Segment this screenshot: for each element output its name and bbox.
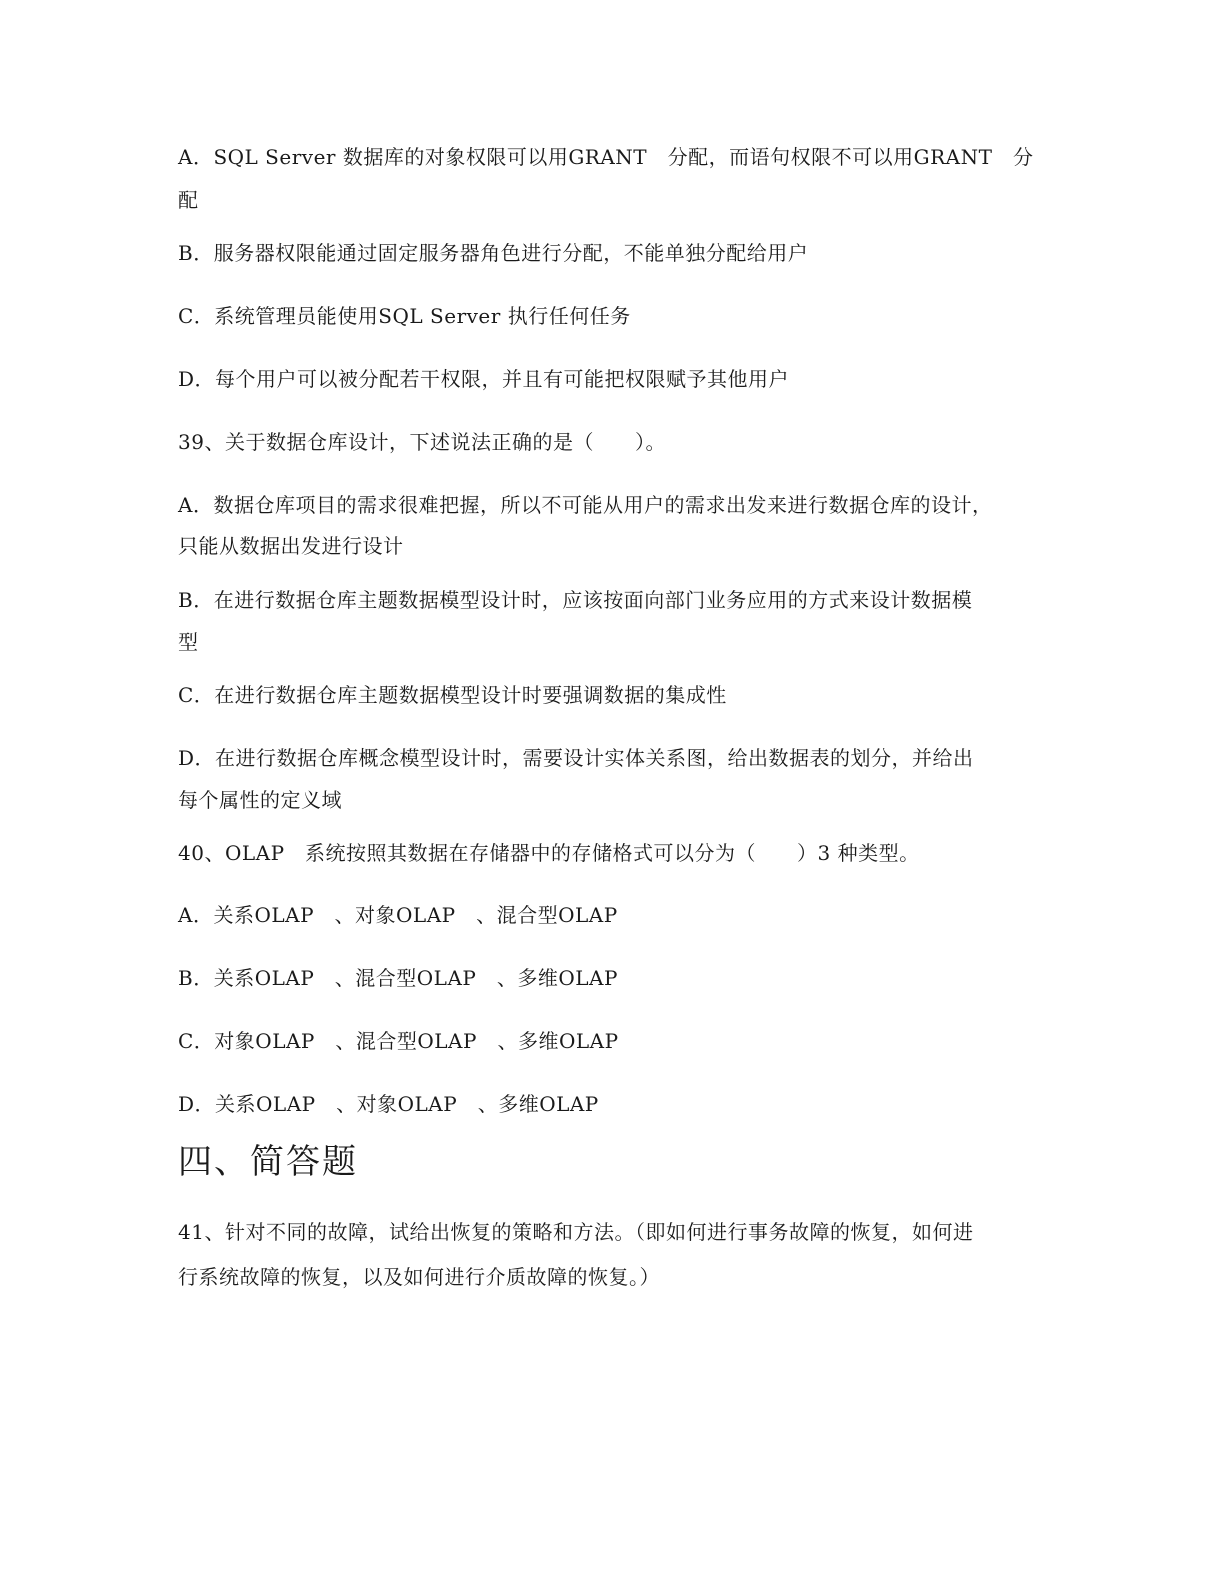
section-heading: 四、简答题	[178, 1142, 358, 1182]
q40-option-c: C．对象OLAP 、混合型OLAP 、多维OLAP	[178, 1029, 619, 1053]
q39-option-a-line2: 只能从数据出发进行设计	[178, 534, 404, 558]
q39-option-c: C．在进行数据仓库主题数据模型设计时要强调数据的集成性	[178, 683, 727, 707]
q39-option-a-line1: A．数据仓库项目的需求很难把握，所以不可能从用户的需求出发来进行数据仓库的设计，	[178, 493, 993, 517]
q40-option-d: D．关系OLAP 、对象OLAP 、多维OLAP	[178, 1092, 599, 1116]
q39-option-d-line2: 每个属性的定义域	[178, 788, 342, 812]
q38-option-a-line2: 配	[178, 188, 199, 212]
q38-option-b: B．服务器权限能通过固定服务器角色进行分配，不能单独分配给用户	[178, 241, 809, 265]
q38-option-d: D．每个用户可以被分配若干权限，并且有可能把权限赋予其他用户	[178, 367, 790, 391]
q39-question: 39、关于数据仓库设计，下述说法正确的是（ ）。	[178, 430, 666, 454]
q41-line2: 行系统故障的恢复，以及如何进行介质故障的恢复。）	[178, 1265, 660, 1289]
q39-option-b-line2: 型	[178, 630, 199, 654]
q40-question: 40、OLAP 系统按照其数据在存储器中的存储格式可以分为（ ）3 种类型。	[178, 841, 920, 865]
q39-option-b-line1: B．在进行数据仓库主题数据模型设计时，应该按面向部门业务应用的方式来设计数据模	[178, 588, 973, 612]
q38-option-c: C．系统管理员能使用SQL Server 执行任何任务	[178, 304, 631, 328]
q40-option-b: B．关系OLAP 、混合型OLAP 、多维OLAP	[178, 966, 618, 990]
q41-line1: 41、针对不同的故障，试给出恢复的策略和方法。（即如何进行事务故障的恢复，如何进	[178, 1220, 974, 1244]
q40-option-a: A．关系OLAP 、对象OLAP 、混合型OLAP	[178, 903, 618, 927]
q38-option-a-line1: A．SQL Server 数据库的对象权限可以用GRANT 分配，而语句权限不可以用GRANT 分	[178, 145, 1034, 169]
q39-option-d-line1: D．在进行数据仓库概念模型设计时，需要设计实体关系图，给出数据表的划分，并给出	[178, 746, 974, 770]
